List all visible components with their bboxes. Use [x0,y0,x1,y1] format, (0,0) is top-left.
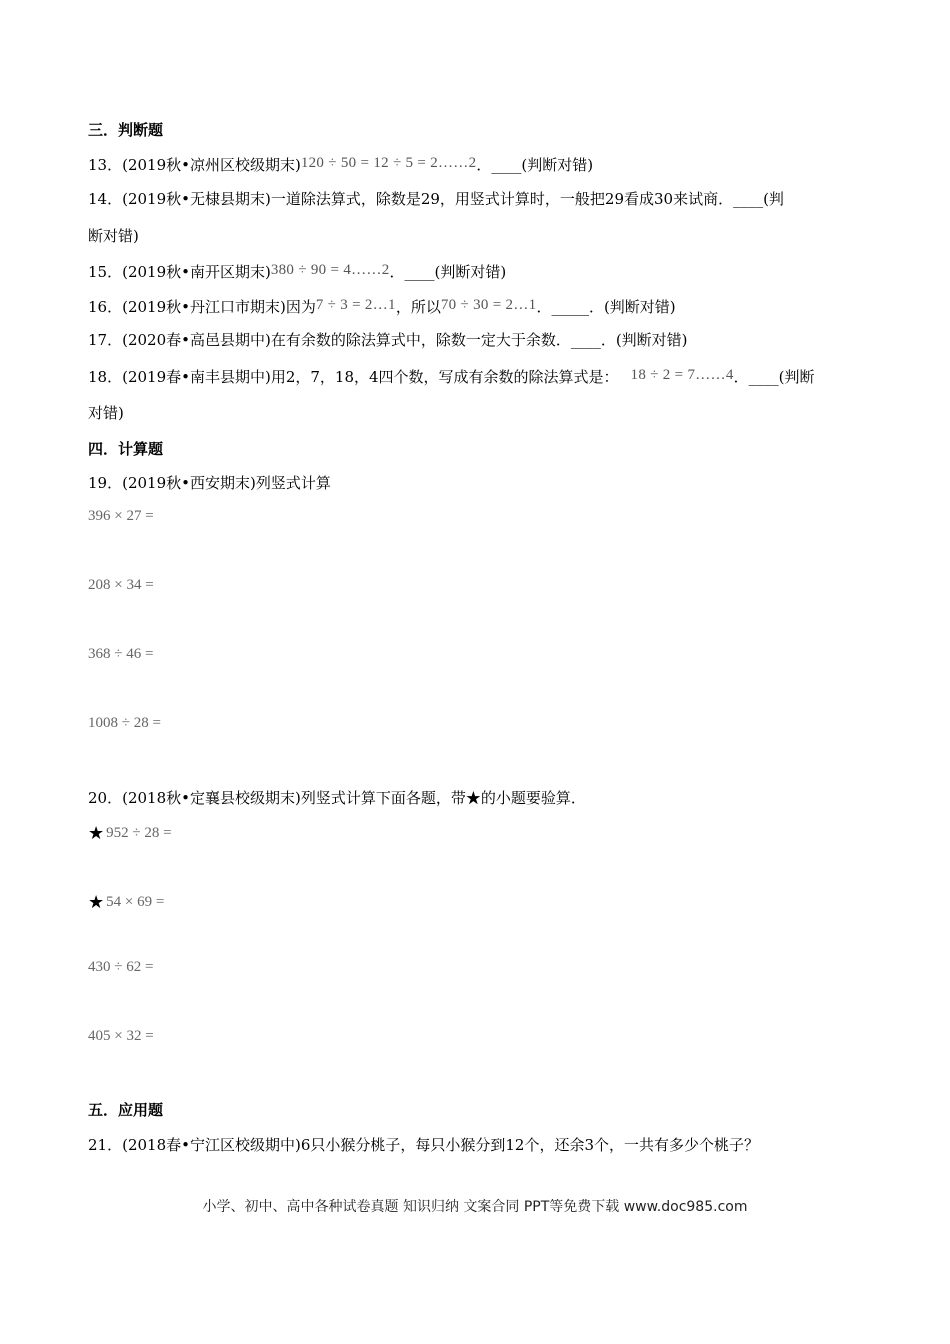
question-18-continued: 对错) [88,404,124,422]
question-19: 19．(2019秋•西安期末)列竖式计算 [88,474,331,492]
question-15-text: 15．(2019秋•南开区期末) [88,263,271,281]
star-icon: ★ [88,892,105,913]
calc-item-starred [88,890,164,911]
question-14: 14．(2019秋•无棣县期末)一道除法算式，除数是29，用竖式计算时，一般把29看成30来试商．____(判 [88,190,784,208]
star-icon: ★ [88,823,105,844]
question-15-expression: 380 ÷ 90 = 4……2 [270,262,390,278]
calc-item: 368 ÷ 46 = [88,646,154,662]
question-16-text: 16．(2019秋•丹江口市期末)因为 [88,298,316,316]
question-18-expression: 18 ÷ 2 = 7……4 [630,367,734,383]
calc-item: 430 ÷ 62 = [88,959,154,975]
calc-item-text: 952 ÷ 28 = [106,825,172,841]
question-13 [88,155,593,176]
footer-banner: 小学、初中、高中各种试卷真题 知识归纳 文案合同 PPT等免费下载 www.doc985.com [202,1199,748,1215]
question-21: 21．(2018春•宁江区校级期中)6只小猴分桃子，每只小猴分到12个，还余3个，一共有多少个桃子？ [88,1136,759,1154]
calc-item-starred [88,821,172,842]
calc-item: 208 × 34 = [88,577,154,593]
question-18-tail: ．____(判断 [733,368,815,386]
calc-item: 1008 ÷ 28 = [88,715,161,731]
question-16-expression-1: 7 ÷ 3 = 2…1 [315,297,396,313]
question-16-expression-2: 70 ÷ 30 = 2…1 [440,297,537,313]
question-18 [88,367,815,388]
calc-item-text: 54 × 69 = [106,894,165,910]
section5-title: 五．应用题 [88,1101,164,1119]
question-18-text: 18．(2019春•南丰县期中)用2，7，18，4四个数，写成有余数的除法算式是： [88,368,619,386]
question-13-expression: 120 ÷ 50 = 12 ÷ 5 = 2……2 [300,155,477,171]
question-13-tail: ．____(判断对错) [476,156,594,174]
calc-item: 405 × 32 = [88,1028,154,1044]
section3-title: 三．判断题 [88,121,164,139]
question-14-continued: 断对错) [88,227,139,245]
question-16-mid: ，所以 [395,298,441,316]
question-16 [88,297,676,318]
question-20: 20．(2018秋•定襄县校级期末)列竖式计算下面各题，带★的小题要验算． [88,789,586,807]
question-16-tail: ．_____．(判断对错) [536,298,676,316]
question-15 [88,262,506,283]
calc-item: 396 × 27 = [88,508,154,524]
question-13-text: 13．(2019秋•凉州区校级期末) [88,156,301,174]
question-17: 17．(2020春•高邑县期中)在有余数的除法算式中，除数一定大于余数．____．(判断对错) [88,331,688,349]
question-15-tail: ．____(判断对错) [389,263,507,281]
section4-title: 四．计算题 [88,440,164,458]
